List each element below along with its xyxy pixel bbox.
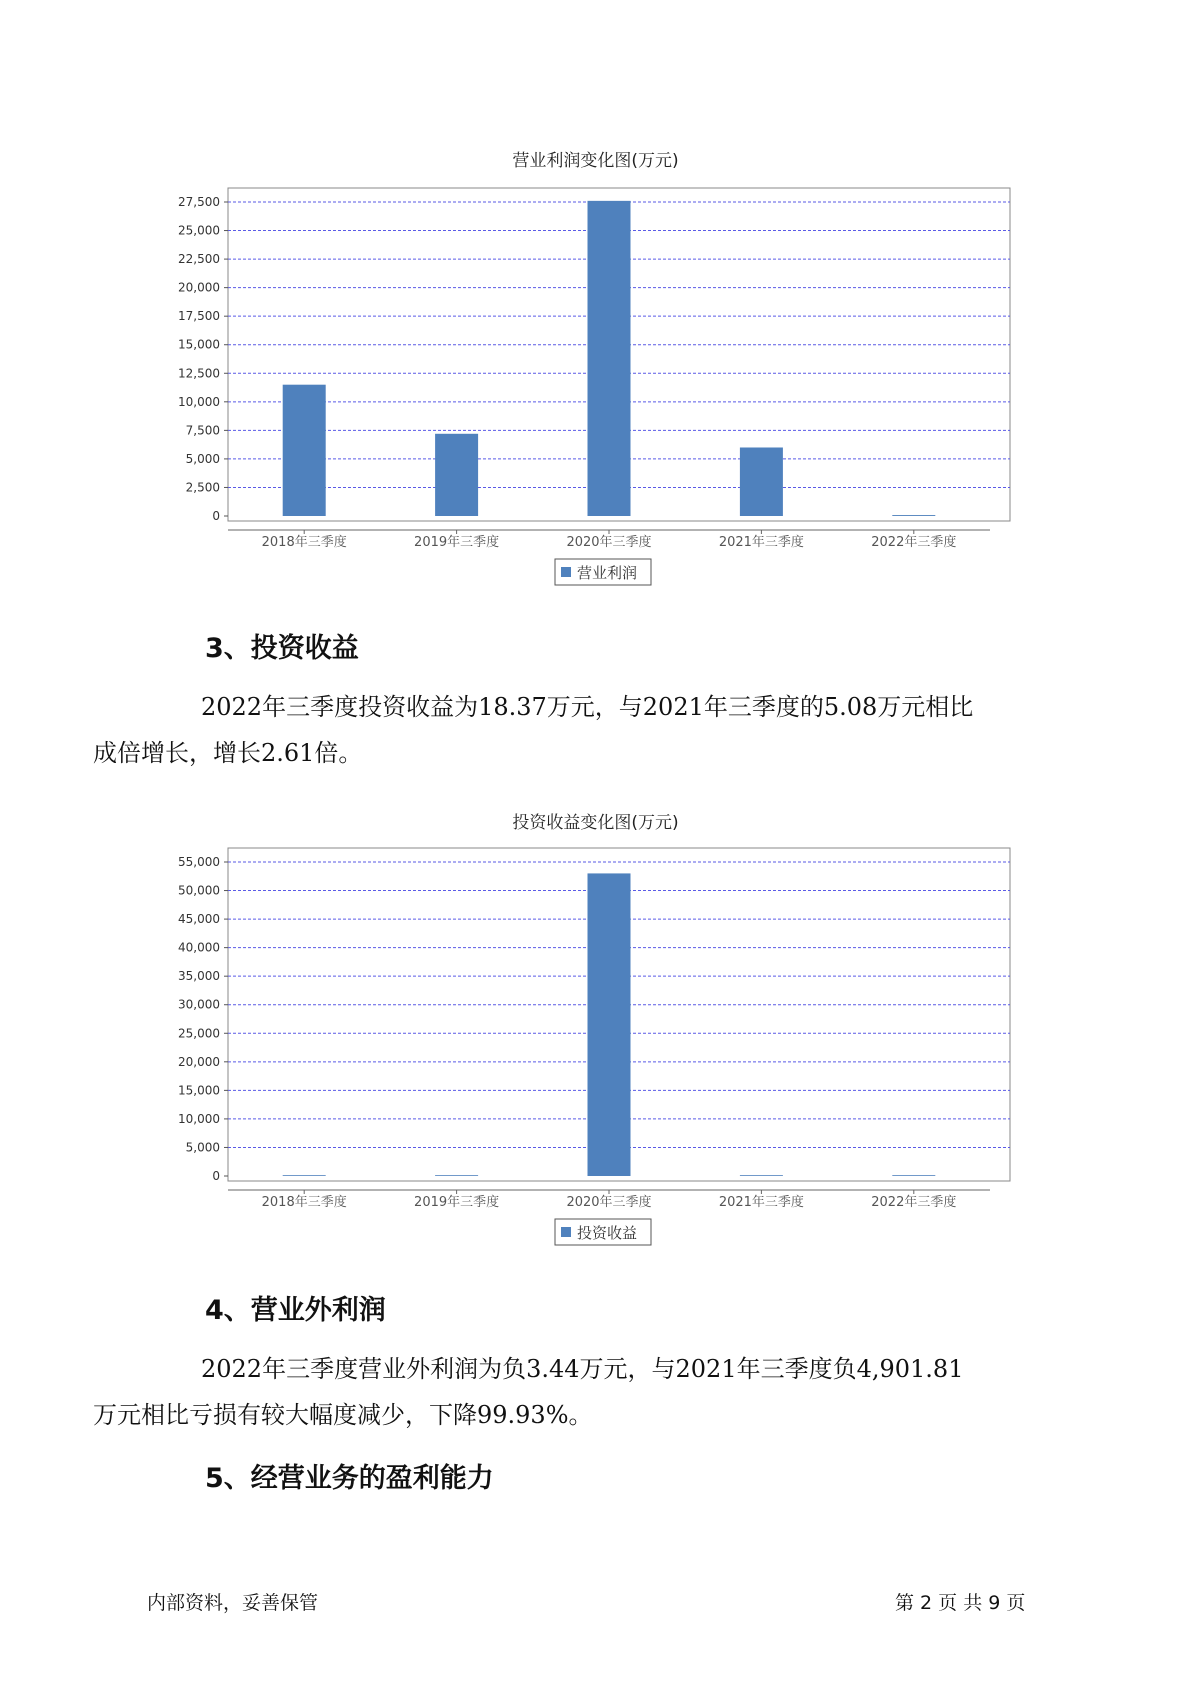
x-tick-label: 2022年三季度 <box>871 535 957 550</box>
legend-label: 营业利润 <box>577 564 638 582</box>
y-tick-label: 40,000 <box>178 940 220 955</box>
y-tick-label: 45,000 <box>178 912 220 927</box>
x-tick-label: 2019年三季度 <box>414 535 500 550</box>
footer-note: 内部资料，妥善保管 <box>147 1592 319 1614</box>
y-tick-label: 0 <box>212 1169 220 1183</box>
x-tick-label: 2020年三季度 <box>566 1195 652 1210</box>
x-tick-label: 2021年三季度 <box>718 1195 804 1210</box>
y-tick-label: 2,500 <box>185 480 220 495</box>
y-tick-label: 55,000 <box>178 855 220 869</box>
legend-label: 投资收益 <box>577 1224 638 1242</box>
y-tick-label: 20,000 <box>178 280 220 295</box>
x-tick-label: 2019年三季度 <box>414 1195 500 1210</box>
section-3-line-2: 成倍增长，增长2.61倍。 <box>93 739 363 767</box>
y-tick-label: 12,500 <box>178 366 220 381</box>
bar <box>588 873 631 1176</box>
y-tick-label: 20,000 <box>178 1054 220 1069</box>
x-tick-label: 2021年三季度 <box>718 535 804 550</box>
bar <box>435 1175 478 1176</box>
y-tick-label: 15,000 <box>178 1083 220 1098</box>
section-5-heading: 5、经营业务的盈利能力 <box>205 1463 494 1494</box>
y-tick-label: 35,000 <box>178 969 220 984</box>
x-tick-label: 2022年三季度 <box>871 1195 957 1210</box>
legend-swatch <box>561 1227 571 1237</box>
y-tick-label: 5,000 <box>185 1140 220 1155</box>
x-tick-label: 2018年三季度 <box>261 1195 347 1210</box>
y-tick-label: 15,000 <box>178 337 220 352</box>
y-tick-label: 22,500 <box>178 252 220 267</box>
y-tick-label: 27,500 <box>178 195 220 209</box>
y-tick-label: 50,000 <box>178 883 220 898</box>
y-tick-label: 30,000 <box>178 997 220 1012</box>
chart-1-title: 营业利润变化图(万元) <box>512 151 679 171</box>
x-tick-label: 2018年三季度 <box>261 535 347 550</box>
y-tick-label: 7,500 <box>185 423 220 438</box>
section-4-heading: 4、营业外利润 <box>205 1295 386 1326</box>
section-3-heading: 3、投资收益 <box>205 633 359 664</box>
x-tick-label: 2020年三季度 <box>566 535 652 550</box>
bar <box>892 1175 935 1176</box>
section-4-paragraph <box>93 1346 1067 1438</box>
y-tick-label: 5,000 <box>185 451 220 466</box>
page-number: 第 2 页 共 9 页 <box>895 1592 1026 1614</box>
y-tick-label: 10,000 <box>178 1111 220 1126</box>
section-4-line-1: 2022年三季度营业外利润为负3.44万元，与2021年三季度负4,901.81 <box>201 1355 964 1383</box>
bar <box>740 1175 783 1176</box>
y-tick-label: 17,500 <box>178 309 220 324</box>
y-tick-label: 25,000 <box>178 1026 220 1041</box>
chart-2-title: 投资收益变化图(万元) <box>512 813 679 833</box>
y-tick-label: 10,000 <box>178 394 220 409</box>
section-4-line-2: 万元相比亏损有较大幅度减少，下降99.93%。 <box>93 1401 593 1429</box>
y-tick-label: 0 <box>212 509 220 523</box>
section-3-line-1: 2022年三季度投资收益为18.37万元，与2021年三季度的5.08万元相比 <box>201 693 974 721</box>
bar <box>283 1175 326 1176</box>
y-tick-label: 25,000 <box>178 223 220 238</box>
